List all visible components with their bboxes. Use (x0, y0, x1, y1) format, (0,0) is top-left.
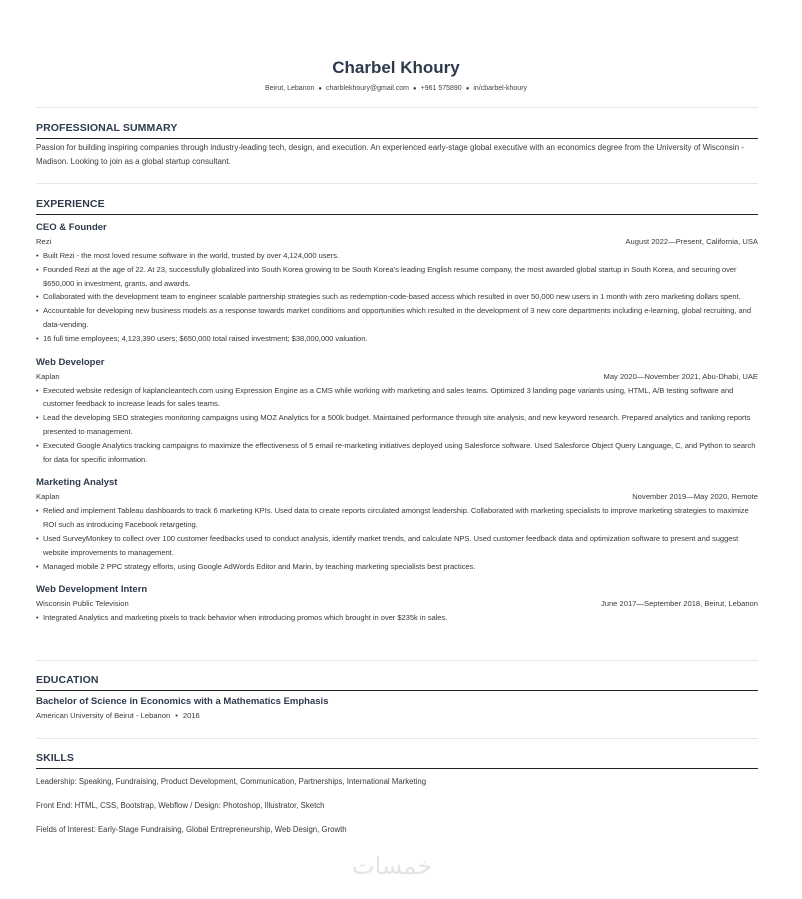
section-heading: EXPERIENCE (36, 198, 758, 215)
contact-line (36, 85, 756, 92)
bullet-item: • Collaborated with the development team to engineer scalable partnership strategies such as redemption-code-based access which resulted in over 50,000 new users in 1 month with zero marketing dollars spent. (36, 290, 758, 304)
summary-text: Passion for building inspiring companies through industry-leading tech, design, and execution. An experienced early-stage global executive with an economics degree from the University of Wisconsin - Madison. Looking to join as a global startup consultant. (36, 143, 744, 166)
bullet-item: • Founded Rezi at the age of 22. At 23, successfully globalized into South Korea growing to be South Korea's leading English resume company, the most awarded global startup in South Korea, and securing over $650,000 in investment, grants, and awards. (36, 263, 758, 291)
job-meta (36, 490, 758, 504)
skills-section (36, 752, 758, 837)
job-title: Marketing Analyst (36, 477, 118, 489)
skill-line: Front End: HTML, CSS, Bootstrap, Webflow / Design: Photoshop, Illustrator, Sketch (36, 801, 325, 810)
phone: +961 575890 (420, 85, 462, 92)
bullet-list (36, 504, 758, 573)
job-title: Web Developer (36, 356, 105, 368)
bullet-item: • Executed Google Analytics tracking campaigns to maximize the effectiveness of 5 email re-marketing initiatives deployed using Salesforce software. Used Salesforce Object Query Language, C, and Python to search for data for specific information. (36, 439, 758, 467)
section-heading: PROFESSIONAL SUMMARY (36, 122, 758, 139)
bullet-separator: ● (413, 86, 417, 92)
bullet-item: • 16 full time employees; 4,123,390 users; $650,000 total raised investment; $38,000,000 valuation. (36, 332, 758, 346)
job-dates: August 2022—Present, California, USA (625, 237, 758, 246)
bullet-list (36, 611, 758, 625)
skill-line: Fields of Interest: Early-Stage Fundraising, Global Entrepreneurship, Web Design, Growth (36, 825, 347, 834)
graduation-year: 2016 (182, 711, 200, 720)
summary-section (36, 122, 758, 169)
company: Rezi (36, 237, 52, 246)
job-dates: June 2017—September 2018, Beirut, Lebanon (600, 599, 758, 609)
section-heading: EDUCATION (36, 674, 758, 691)
watermark-logo: خمسات (352, 852, 433, 880)
bullet-list (36, 249, 758, 346)
bullet-item: • Executed website redesign of kaplancleantech.com using Expression Engine as a CMS while working with marketing and sales teams. Optimized 3 landing page variants using, HTML, A/B testing software and customer feedback to increase leads for sales teams. (36, 384, 758, 412)
experience-entry (36, 221, 758, 346)
company: Wisconsin Public Television (36, 599, 129, 609)
bullet-separator: ● (318, 86, 323, 92)
bullet-item: • Relied and implement Tableau dashboards to track 6 marketing KPIs. Used data to create reports circulated amongst leadership. Collaborated with marketing specialists to improve marketing strategies to maximize ROI such as introducing Facebook retargeting. (36, 504, 758, 532)
job-meta (36, 597, 758, 611)
divider (36, 183, 758, 184)
divider (36, 660, 758, 661)
email-link[interactable]: charblekhoury@gmail.com (326, 85, 409, 92)
bullet-item: • Managed mobile 2 PPC strategy efforts, using Google AdWords Editor and Marin, by teaching marketing specialists best practices. (36, 560, 758, 574)
bullet-item: • Lead the developing SEO strategies monitoring campaigns using MOZ Analytics for a 500k budget. Maintained performance through site analysis, and new keyword research. Prepared analytics and ranking reports presented to management. (36, 411, 758, 439)
bullet-item: • Integrated Analytics and marketing pixels to track behavior when introducing promos which brought in over $235k in sales. (36, 611, 758, 625)
school: American University of Beirut - Lebanon (36, 711, 171, 720)
job-meta (36, 370, 758, 384)
company: Kaplan (36, 371, 60, 381)
degree: Bachelor of Science in Economics with a Mathematics Emphasis (36, 696, 329, 707)
job-dates: November 2019—May 2020, Remote (632, 492, 758, 502)
experience-entry (36, 356, 758, 467)
divider (36, 738, 758, 739)
location: Beirut, Lebanon (264, 85, 315, 92)
school-line (36, 709, 758, 723)
bullet-item: • Used SurveyMonkey to collect over 100 customer feedbacks used to conduct analysis, identify market trends, and calculate NPS. Used customer feedback data and optimization software to present and suggest website improvements to management. (36, 532, 758, 560)
skill-line: Leadership: Speaking, Fundraising, Product Development, Communication, Partnerships, International Marketing (36, 777, 427, 786)
experience-section (36, 198, 758, 625)
bullet-item: • Accountable for developing new business models as a response towards market conditions and opportunities which resulted in the development of 3 new core departments including e-learning, global recruiting, and data-vending. (36, 304, 758, 332)
bullet-separator: ● (465, 86, 470, 92)
company: Kaplan (36, 492, 60, 502)
candidate-name: Charbel Khoury (332, 58, 460, 77)
job-dates: May 2020—November 2021, Abu-Dhabi, UAE (603, 371, 758, 381)
divider (36, 107, 758, 108)
bullet-list (36, 384, 758, 467)
bullet-item: • Built Rezi - the most loved resume software in the world, trusted by over 4,124,000 users. (36, 249, 758, 263)
job-meta (36, 235, 758, 249)
section-heading: SKILLS (36, 752, 758, 769)
experience-entry (36, 583, 758, 625)
bullet-separator: • (175, 711, 178, 720)
linkedin-link[interactable]: in/cbarbel-khoury (473, 85, 528, 92)
experience-entry (36, 476, 758, 573)
education-section (36, 674, 758, 723)
job-title: CEO & Founder (36, 222, 107, 233)
job-title: Web Development Intern (36, 584, 148, 596)
